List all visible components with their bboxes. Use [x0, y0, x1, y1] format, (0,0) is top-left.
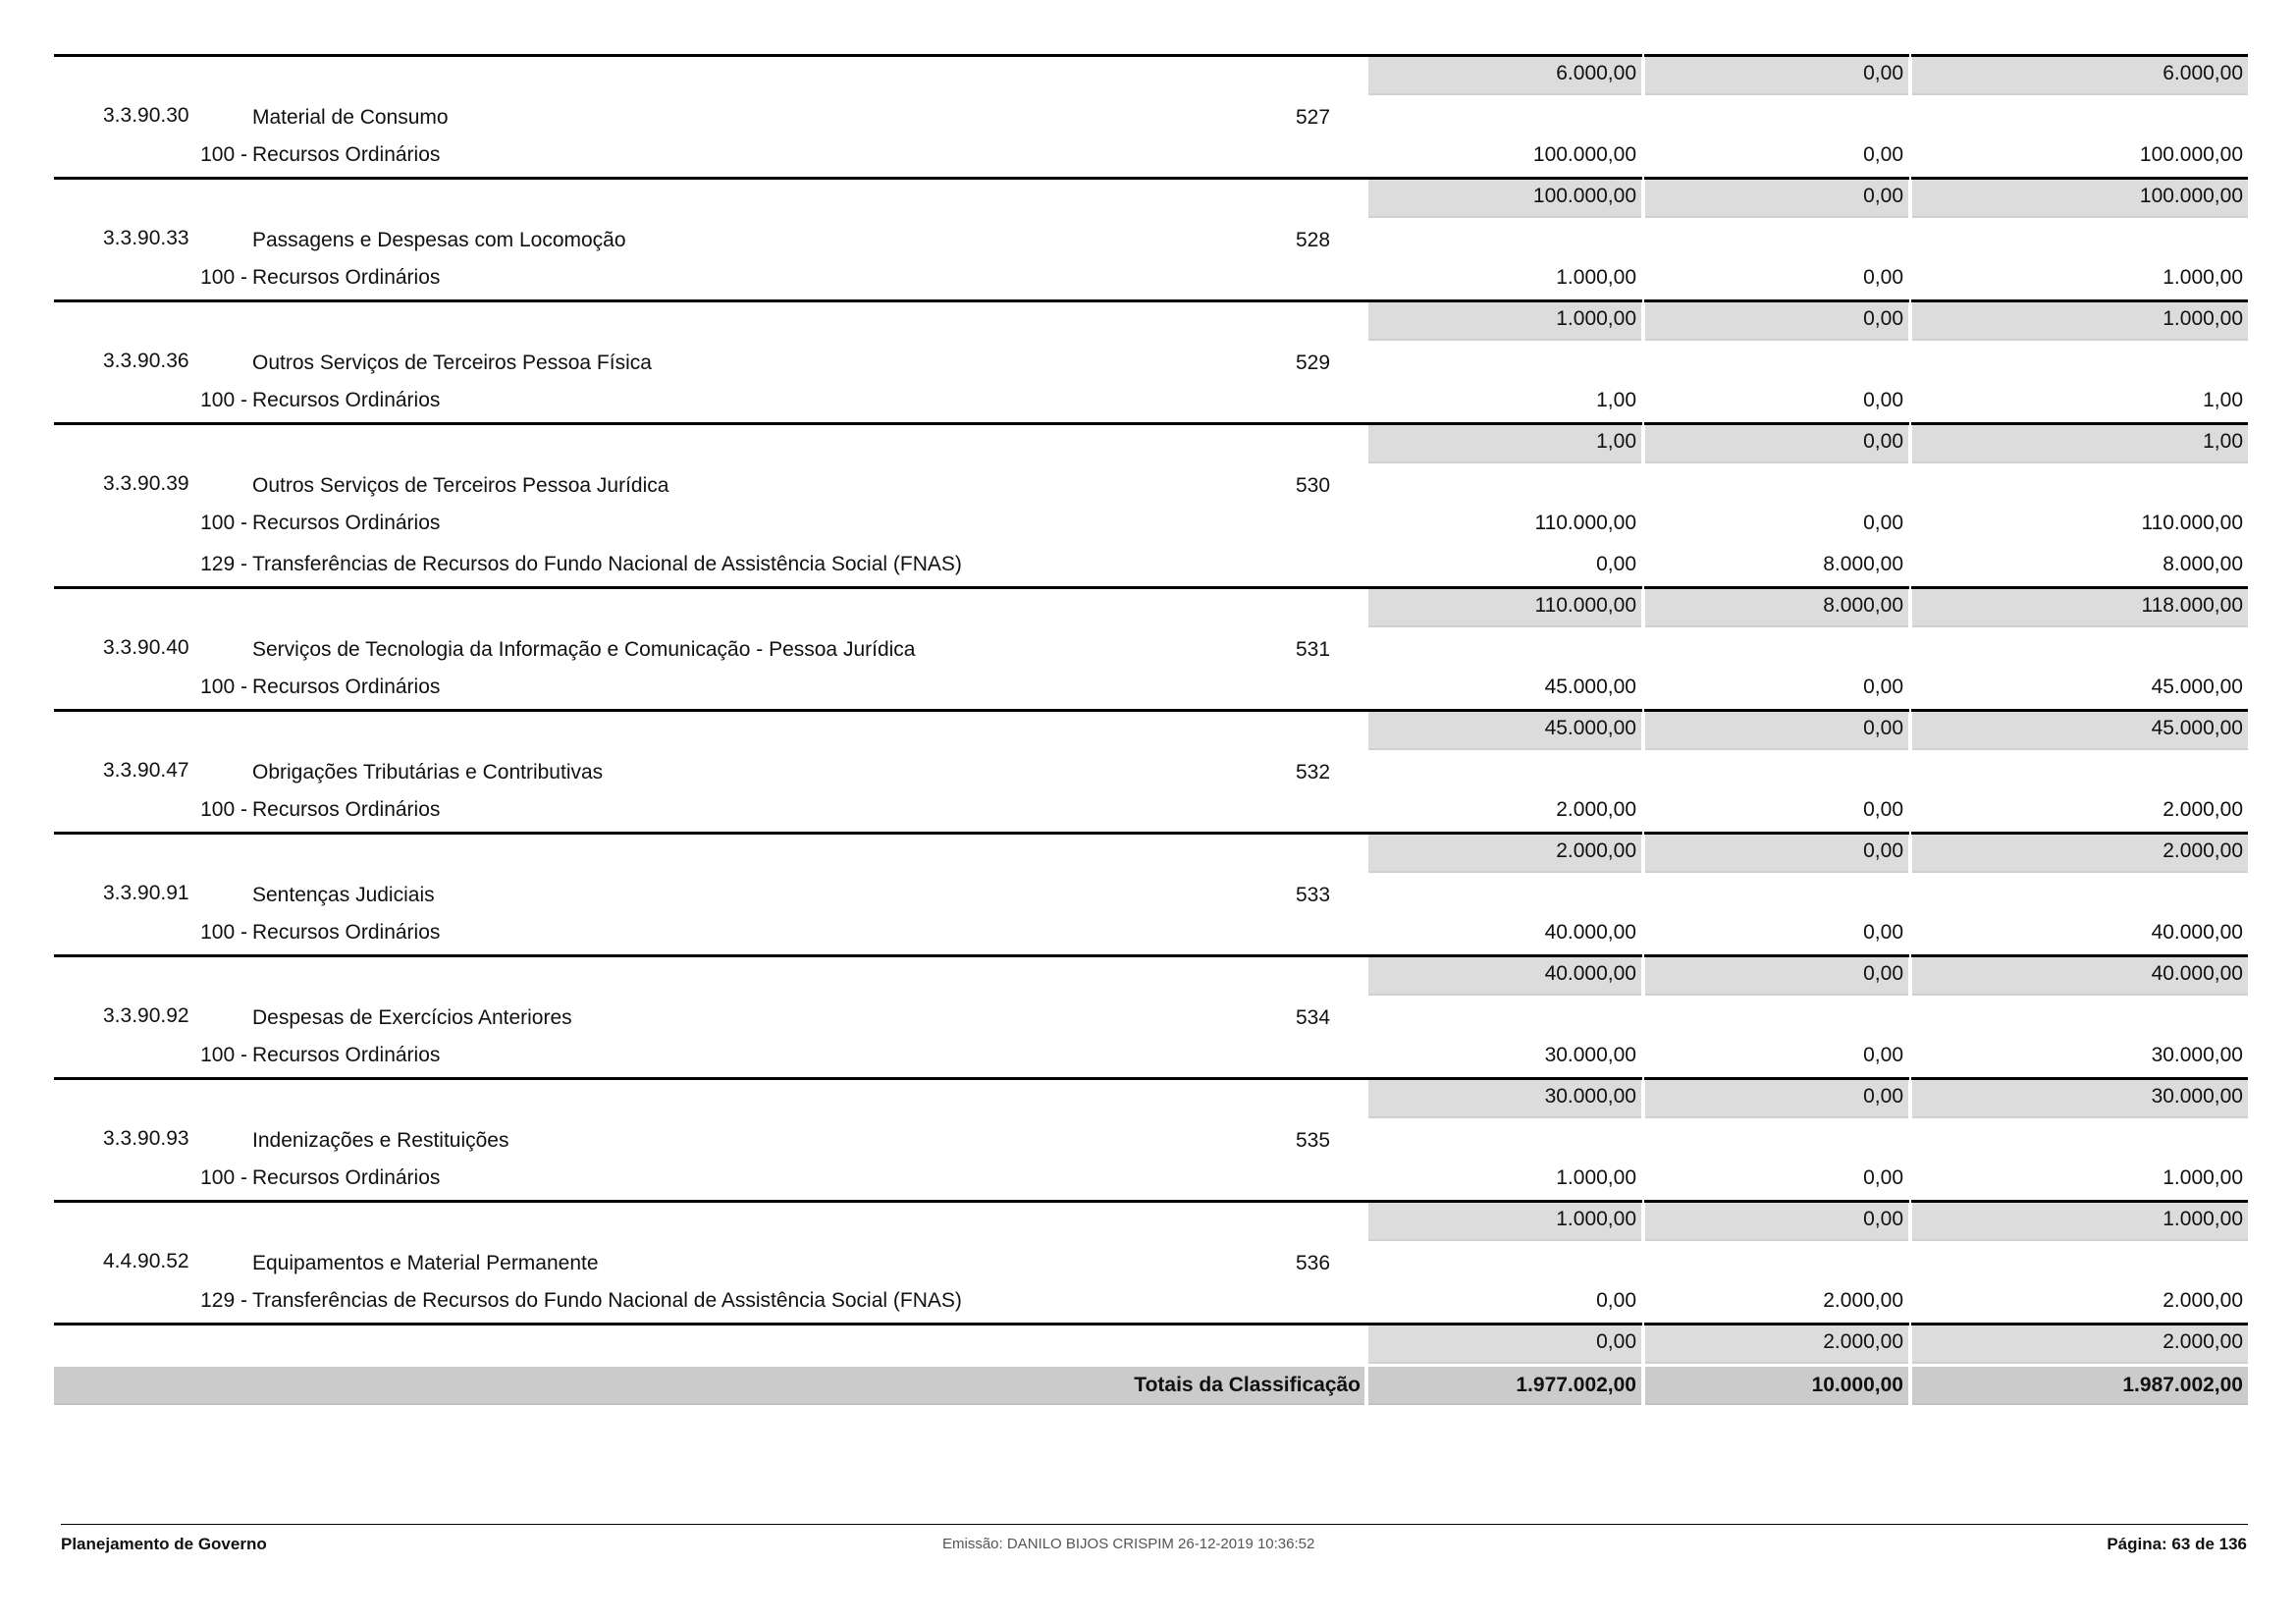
account-code: 3.3.90.30 — [103, 104, 189, 127]
group-subtotal-value-2: 8.000,00 — [1823, 594, 1903, 617]
group-subtotal-value-2: 0,00 — [1863, 1085, 1903, 1108]
account-description: Indenizações e Restituições — [252, 1129, 509, 1152]
group-subtotal-value-1: 110.000,00 — [1534, 594, 1636, 617]
source-value-2: 0,00 — [1863, 1166, 1903, 1189]
group-subtotal-value-1: 100.000,00 — [1532, 185, 1636, 207]
account-reference: 530 — [1296, 474, 1331, 497]
account-description: Despesas de Exercícios Anteriores — [252, 1006, 572, 1029]
source-value-3: 100.000,00 — [2139, 143, 2243, 166]
account-reference: 535 — [1296, 1129, 1331, 1152]
group-subtotal-value-2: 0,00 — [1863, 1208, 1903, 1230]
account-code: 3.3.90.92 — [103, 1004, 189, 1027]
source-value-3: 2.000,00 — [2163, 1289, 2243, 1312]
source-value-2: 0,00 — [1863, 266, 1903, 289]
source-value-2: 8.000,00 — [1823, 553, 1903, 575]
account-description: Passagens e Despesas com Locomoção — [252, 229, 626, 251]
source-value-3: 40.000,00 — [2151, 921, 2243, 944]
account-description: Serviços de Tecnologia da Informação e Comunicação - Pessoa Jurídica — [252, 638, 916, 661]
source-name: Transferências de Recursos do Fundo Nacional de Assistência Social (FNAS) — [252, 1289, 962, 1312]
source-value-3: 1.000,00 — [2163, 266, 2243, 289]
account-code: 3.3.90.91 — [103, 882, 189, 904]
account-code: 3.3.90.33 — [103, 227, 189, 249]
source-value-1: 1.000,00 — [1556, 1166, 1636, 1189]
account-code: 3.3.90.47 — [103, 759, 189, 782]
source-value-1: 110.000,00 — [1534, 512, 1636, 534]
source-name: Recursos Ordinários — [252, 921, 441, 944]
group-subtotal-value-3: 2.000,00 — [2163, 1330, 2243, 1353]
source-value-2: 0,00 — [1863, 676, 1903, 698]
account-description: Outros Serviços de Terceiros Pessoa Jurídica — [252, 474, 669, 497]
footer-organization: Planejamento de Governo — [61, 1535, 267, 1553]
group-subtotal-value-2: 2.000,00 — [1823, 1330, 1903, 1353]
source-code: 129 - — [200, 553, 247, 575]
group-subtotal-value-3: 1,00 — [2203, 430, 2243, 453]
source-value-2: 0,00 — [1863, 1044, 1903, 1066]
account-description: Material de Consumo — [252, 106, 449, 129]
account-reference: 534 — [1296, 1006, 1331, 1029]
source-value-1: 30.000,00 — [1544, 1044, 1636, 1066]
group-subtotal-value-2: 0,00 — [1863, 839, 1903, 862]
source-code: 100 - — [200, 676, 247, 698]
group-subtotal-value-1: 1.000,00 — [1556, 1208, 1636, 1230]
carryover-summary-value-2: 0,00 — [1863, 62, 1903, 84]
account-reference: 528 — [1296, 229, 1331, 251]
account-code: 3.3.90.40 — [103, 636, 189, 659]
source-value-3: 2.000,00 — [2163, 798, 2243, 821]
account-reference: 532 — [1296, 761, 1331, 784]
account-code: 3.3.90.36 — [103, 350, 189, 372]
footer-page-number: Página: 63 de 136 — [2107, 1535, 2247, 1553]
source-code: 100 - — [200, 921, 247, 944]
source-value-1: 2.000,00 — [1556, 798, 1636, 821]
source-value-1: 45.000,00 — [1544, 676, 1636, 698]
source-value-2: 0,00 — [1863, 512, 1903, 534]
source-value-2: 0,00 — [1863, 389, 1903, 411]
source-value-3: 45.000,00 — [2151, 676, 2243, 698]
group-subtotal-value-1: 40.000,00 — [1544, 962, 1636, 985]
source-name: Recursos Ordinários — [252, 143, 441, 166]
source-code: 100 - — [200, 389, 247, 411]
source-value-2: 0,00 — [1863, 143, 1903, 166]
account-code: 3.3.90.39 — [103, 472, 189, 495]
account-description: Outros Serviços de Terceiros Pessoa Física — [252, 352, 652, 374]
group-subtotal-value-1: 45.000,00 — [1544, 717, 1636, 739]
footer-emission-info: Emissão: DANILO BIJOS CRISPIM 26-12-2019 10:36:52 — [942, 1536, 1315, 1552]
totals-value-2: 10.000,00 — [1811, 1374, 1903, 1396]
source-value-3: 110.000,00 — [2141, 512, 2243, 534]
source-code: 100 - — [200, 266, 247, 289]
source-code: 100 - — [200, 1044, 247, 1066]
source-name: Recursos Ordinários — [252, 798, 441, 821]
group-subtotal-value-3: 2.000,00 — [2163, 839, 2243, 862]
source-name: Recursos Ordinários — [252, 512, 441, 534]
source-value-1: 1,00 — [1596, 389, 1636, 411]
source-name: Recursos Ordinários — [252, 1044, 441, 1066]
source-value-2: 0,00 — [1863, 798, 1903, 821]
group-subtotal-value-1: 2.000,00 — [1556, 839, 1636, 862]
group-subtotal-value-1: 1,00 — [1596, 430, 1636, 453]
source-code: 100 - — [200, 798, 247, 821]
source-name: Recursos Ordinários — [252, 1166, 441, 1189]
source-name: Transferências de Recursos do Fundo Nacional de Assistência Social (FNAS) — [252, 553, 962, 575]
account-code: 3.3.90.93 — [103, 1127, 189, 1150]
source-value-3: 8.000,00 — [2163, 553, 2243, 575]
account-reference: 533 — [1296, 884, 1331, 906]
account-description: Sentenças Judiciais — [252, 884, 435, 906]
account-description: Equipamentos e Material Permanente — [252, 1252, 599, 1274]
source-value-1: 100.000,00 — [1532, 143, 1636, 166]
account-reference: 536 — [1296, 1252, 1331, 1274]
source-code: 100 - — [200, 1166, 247, 1189]
group-subtotal-value-3: 40.000,00 — [2151, 962, 2243, 985]
source-value-1: 0,00 — [1596, 553, 1636, 575]
group-subtotal-value-1: 0,00 — [1596, 1330, 1636, 1353]
footer-divider — [61, 1524, 2248, 1525]
group-subtotal-value-2: 0,00 — [1863, 430, 1903, 453]
account-reference: 531 — [1296, 638, 1331, 661]
group-subtotal-value-1: 1.000,00 — [1556, 307, 1636, 330]
account-description: Obrigações Tributárias e Contributivas — [252, 761, 604, 784]
totals-value-3: 1.987.002,00 — [2122, 1374, 2243, 1396]
account-reference: 527 — [1296, 106, 1331, 129]
group-subtotal-value-2: 0,00 — [1863, 962, 1903, 985]
source-value-1: 0,00 — [1596, 1289, 1636, 1312]
group-subtotal-value-3: 118.000,00 — [2141, 594, 2243, 617]
source-value-1: 40.000,00 — [1544, 921, 1636, 944]
group-subtotal-value-3: 1.000,00 — [2163, 1208, 2243, 1230]
group-subtotal-value-2: 0,00 — [1863, 717, 1903, 739]
group-subtotal-value-3: 30.000,00 — [2151, 1085, 2243, 1108]
group-subtotal-value-3: 1.000,00 — [2163, 307, 2243, 330]
source-value-3: 30.000,00 — [2151, 1044, 2243, 1066]
source-value-1: 1.000,00 — [1556, 266, 1636, 289]
account-reference: 529 — [1296, 352, 1331, 374]
source-name: Recursos Ordinários — [252, 676, 441, 698]
group-subtotal-value-2: 0,00 — [1863, 307, 1903, 330]
account-code: 4.4.90.52 — [103, 1250, 189, 1272]
source-code: 100 - — [200, 143, 247, 166]
carryover-summary-value-1: 6.000,00 — [1556, 62, 1636, 84]
source-code: 129 - — [200, 1289, 247, 1312]
group-subtotal-value-2: 0,00 — [1863, 185, 1903, 207]
source-value-2: 0,00 — [1863, 921, 1903, 944]
group-subtotal-value-3: 100.000,00 — [2139, 185, 2243, 207]
source-value-3: 1,00 — [2203, 389, 2243, 411]
group-subtotal-value-3: 45.000,00 — [2151, 717, 2243, 739]
source-value-3: 1.000,00 — [2163, 1166, 2243, 1189]
totals-value-1: 1.977.002,00 — [1516, 1374, 1636, 1396]
source-code: 100 - — [200, 512, 247, 534]
totals-label: Totais da Classificação — [1134, 1374, 1361, 1396]
source-name: Recursos Ordinários — [252, 389, 441, 411]
source-name: Recursos Ordinários — [252, 266, 441, 289]
carryover-summary-value-3: 6.000,00 — [2163, 62, 2243, 84]
group-subtotal-value-1: 30.000,00 — [1544, 1085, 1636, 1108]
source-value-2: 2.000,00 — [1823, 1289, 1903, 1312]
